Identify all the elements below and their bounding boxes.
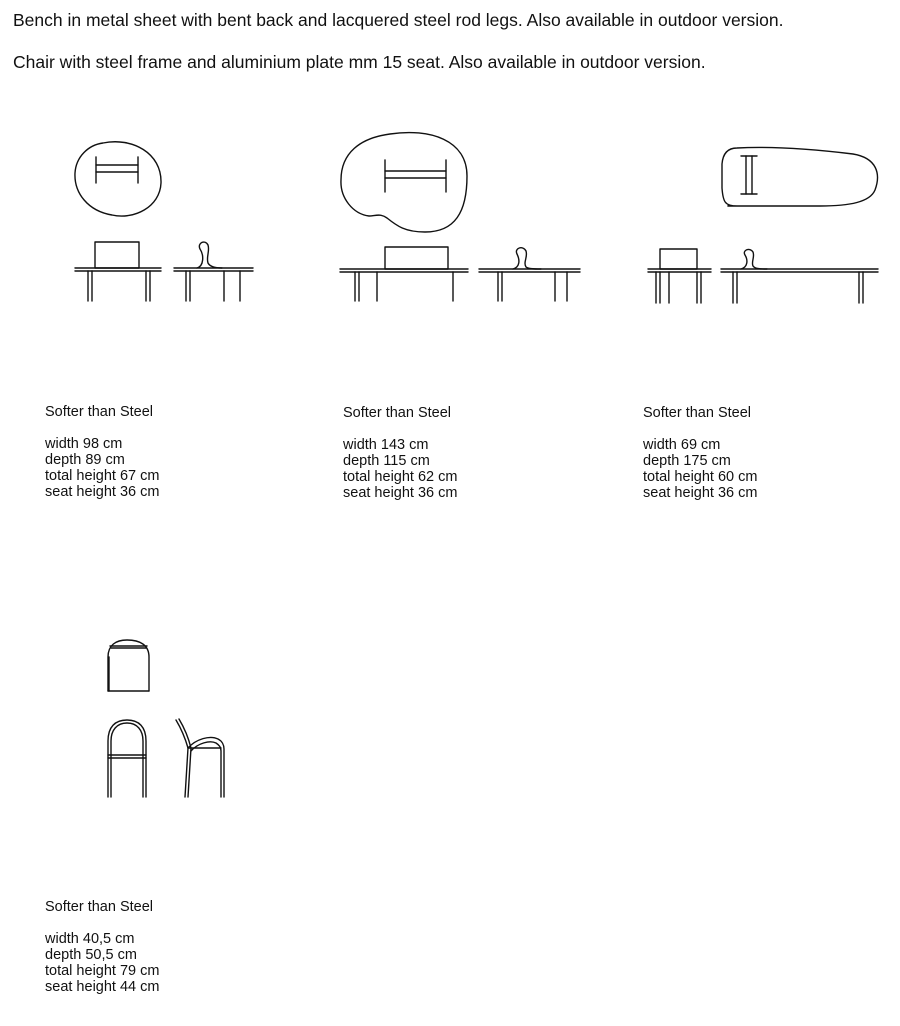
bench-large-drawing bbox=[335, 128, 595, 308]
product-name: Softer than Steel bbox=[45, 404, 154, 420]
chair-front-view bbox=[108, 720, 146, 797]
spec-block-bench-long bbox=[643, 405, 757, 501]
spec-total-height: total height 79 cm bbox=[45, 963, 160, 979]
bench-long-plan-view bbox=[722, 147, 877, 206]
bench-small-side-view bbox=[174, 242, 253, 301]
bench-description: Bench in metal sheet with bent back and lacquered steel rod legs. Also available in outdoor version. bbox=[13, 10, 784, 30]
spec-width: width 98 cm bbox=[45, 436, 123, 452]
bench-small-plan-view bbox=[75, 142, 161, 216]
spec-block-bench-large bbox=[343, 405, 457, 501]
bench-large-plan-view bbox=[341, 133, 467, 232]
spec-width: width 40,5 cm bbox=[45, 931, 135, 947]
product-name: Softer than Steel bbox=[45, 899, 154, 915]
spec-total-height: total height 60 cm bbox=[643, 469, 758, 485]
spec-depth: depth 115 cm bbox=[343, 453, 430, 469]
spec-seat-height: seat height 36 cm bbox=[45, 484, 160, 500]
bench-small-front-view bbox=[75, 242, 161, 301]
bench-long-side-view bbox=[721, 249, 878, 303]
spec-seat-height: seat height 36 cm bbox=[643, 485, 758, 501]
spec-width: width 69 cm bbox=[643, 437, 721, 453]
spec-total-height: total height 62 cm bbox=[343, 469, 458, 485]
spec-depth: depth 50,5 cm bbox=[45, 947, 137, 963]
bench-small-drawing bbox=[70, 135, 270, 310]
chair-plan-view bbox=[108, 640, 149, 691]
chair-drawing bbox=[100, 635, 235, 805]
bench-long-front-view bbox=[648, 249, 711, 303]
product-name: Softer than Steel bbox=[643, 405, 752, 421]
bench-large-front-view bbox=[340, 247, 468, 301]
chair-side-view bbox=[176, 719, 224, 797]
spec-seat-height: seat height 44 cm bbox=[45, 979, 160, 995]
spec-width: width 143 cm bbox=[343, 437, 429, 453]
spec-block-bench-small bbox=[45, 404, 159, 500]
spec-depth: depth 89 cm bbox=[45, 452, 125, 468]
spec-block-chair bbox=[45, 899, 159, 995]
spec-total-height: total height 67 cm bbox=[45, 468, 160, 484]
bench-large-side-view bbox=[479, 248, 580, 301]
product-name: Softer than Steel bbox=[343, 405, 452, 421]
spec-seat-height: seat height 36 cm bbox=[343, 485, 458, 501]
spec-depth: depth 175 cm bbox=[643, 453, 731, 469]
chair-description: Chair with steel frame and aluminium plate mm 15 seat. Also available in outdoor version. bbox=[13, 52, 706, 72]
bench-long-drawing bbox=[645, 140, 885, 310]
